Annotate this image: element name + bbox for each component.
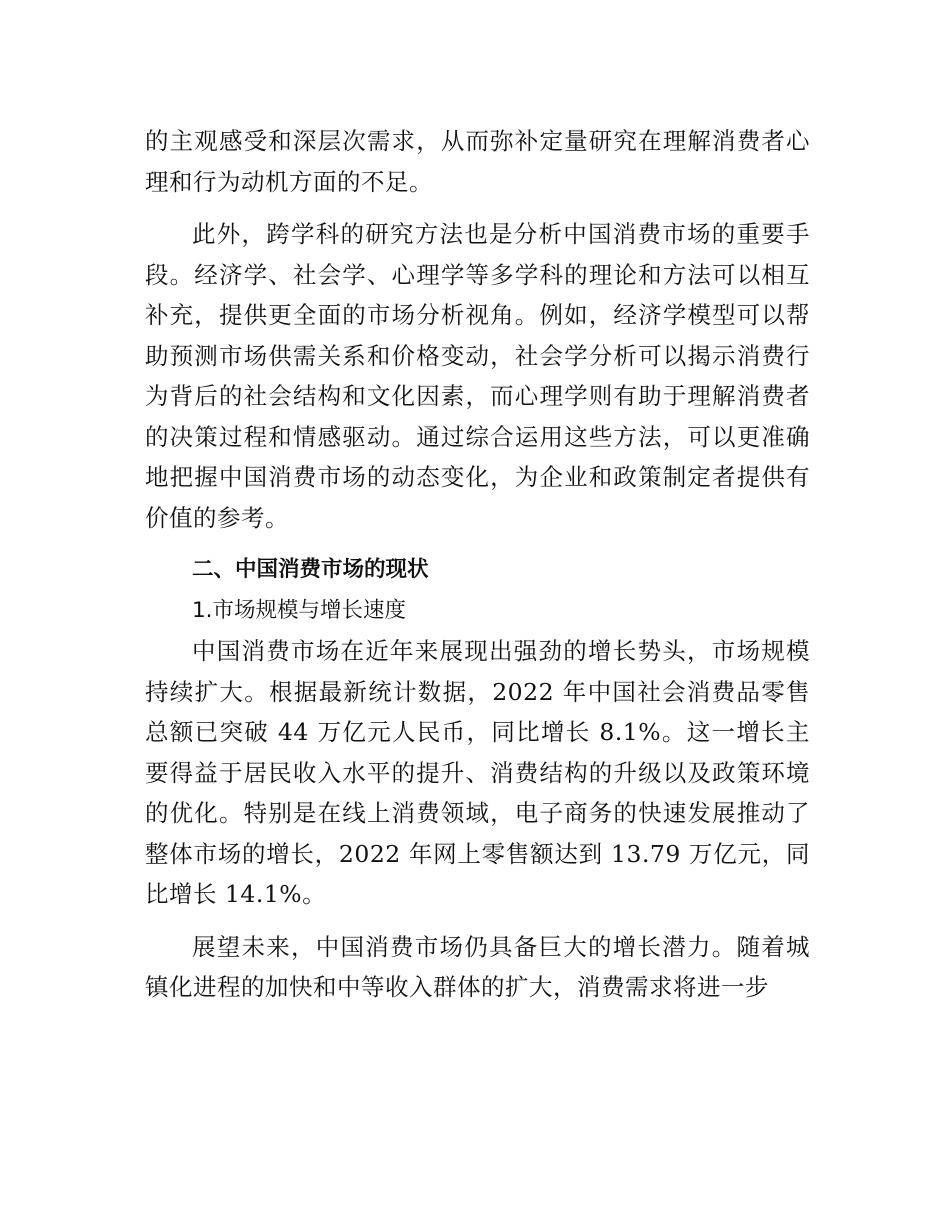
- body-text: [145, 121, 810, 1008]
- paragraph-gap: [145, 915, 810, 927]
- subsection-heading: 1.市场规模与增长速度: [192, 597, 407, 623]
- paragraph-market-size: 中国消费市场在近年来展现出强劲的增长势头，市场规模持续扩大。根据最新统计数据，2022 年中国社会消费品零售总额已突破 44 万亿元人民币，同比增长 8.1%。这一增长主要得益于居民收入水平的提升、消费结构的升级以及政策环境的优化。特别是在线上消费领域，电子商务的快速发展推动了整体市场的增长，2022 年网上零售额达到 13.79 万亿元，同比增长 14.1%。: [145, 637, 810, 908]
- paragraph-gap: [145, 538, 810, 550]
- paragraph-interdisciplinary: 此外，跨学科的研究方法也是分析中国消费市场的重要手段。经济学、社会学、心理学等多学科的理论和方法可以相互补充，提供更全面的市场分析视角。例如，经济学模型可以帮助预测市场供需关系和价格变动，社会学分析可以揭示消费行为背后的社会结构和文化因素，而心理学则有助于理解消费者的决策过程和情感驱动。通过综合运用这些方法，可以更准确地把握中国消费市场的动态变化，为企业和政策制定者提供有价值的参考。: [145, 220, 810, 532]
- paragraph-outlook: 展望未来，中国消费市场仍具备巨大的增长潜力。随着城镇化进程的加快和中等收入群体的扩大，消费需求将进一步: [145, 932, 810, 1001]
- paragraph-gap: [145, 202, 810, 214]
- section-heading: 二、中国消费市场的现状: [192, 557, 429, 582]
- paragraph-continued: 的主观感受和深层次需求，从而弥补定量研究在理解消费者心理和行为动机方面的不足。: [145, 127, 810, 196]
